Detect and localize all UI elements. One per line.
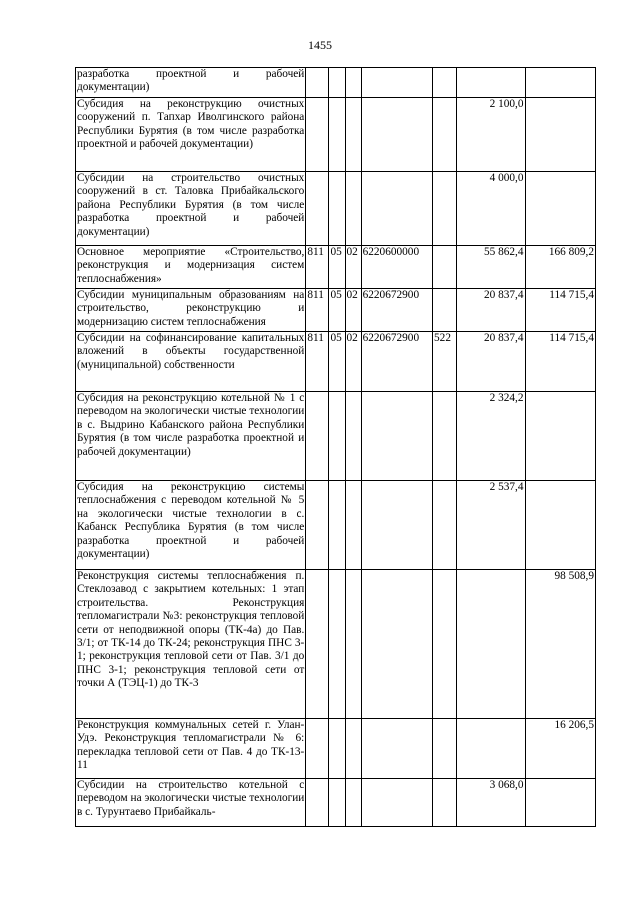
section-code (329, 481, 345, 570)
section-code (329, 392, 345, 481)
table-row (76, 779, 596, 827)
row-description: Субсидия на реконструкцию котельной № 1 с переводом на экологически чистые технологии в с. Выдрино Кабанского района Республики Бурятия (в том числе разработка проектной и рабочей документации) (76, 392, 306, 481)
amount-year-1: 3 068,0 (457, 779, 525, 827)
row-description: Реконструкция системы теплоснабжения п. Стеклозавод с закрытием котельных: 1 этап строительства. Реконструкция тепломагистрали №3: реконструкция тепловой сети от неподвижной опоры (ТК-4а) до Пав. 3/1; от ТК-14 до ТК-24; реконструкция ПНС 3-1; реконструкция тепловой сети от Пав. 3/1 до ПНС 3-1; реконструкция тепловой сети от точки А (ТЭЦ-1) до ТК-3 (76, 570, 306, 719)
subsection-code: 02 (345, 332, 361, 392)
expense-type-code (433, 719, 457, 779)
amount-year-1 (457, 570, 525, 719)
amount-year-2: 98 508,9 (525, 570, 595, 719)
amount-year-2 (525, 172, 595, 246)
amount-year-1: 4 000,0 (457, 172, 525, 246)
subsection-code (345, 719, 361, 779)
section-code: 05 (329, 246, 345, 289)
expense-type-code (433, 392, 457, 481)
subsection-code (345, 779, 361, 827)
table-row (76, 68, 596, 98)
expense-type-code (433, 68, 457, 98)
target-item-code: 6220672900 (361, 332, 432, 392)
expense-type-code (433, 98, 457, 172)
budget-table (75, 67, 596, 827)
expense-type-code (433, 779, 457, 827)
amount-year-1: 2 537,4 (457, 481, 525, 570)
section-code (329, 68, 345, 98)
target-item-code (361, 779, 432, 827)
expense-type-code: 522 (433, 332, 457, 392)
amount-year-2: 16 206,5 (525, 719, 595, 779)
row-description: Основное мероприятие «Строительство, реконструкция и модернизация систем теплоснабжения» (76, 246, 306, 289)
ministry-code (306, 570, 329, 719)
ministry-code (306, 172, 329, 246)
target-item-code: 6220600000 (361, 246, 432, 289)
ministry-code (306, 392, 329, 481)
subsection-code (345, 481, 361, 570)
ministry-code (306, 481, 329, 570)
ministry-code: 811 (306, 289, 329, 332)
section-code: 05 (329, 332, 345, 392)
table-row (76, 570, 596, 719)
section-code (329, 570, 345, 719)
subsection-code (345, 68, 361, 98)
target-item-code (361, 481, 432, 570)
ministry-code (306, 719, 329, 779)
row-description: разработка проектной и рабочей документации) (76, 68, 306, 98)
amount-year-2: 166 809,2 (525, 246, 595, 289)
subsection-code (345, 392, 361, 481)
amount-year-1: 20 837,4 (457, 332, 525, 392)
target-item-code (361, 98, 432, 172)
table-row (76, 481, 596, 570)
section-code (329, 172, 345, 246)
ministry-code (306, 779, 329, 827)
table-row (76, 172, 596, 246)
amount-year-1: 55 862,4 (457, 246, 525, 289)
target-item-code: 6220672900 (361, 289, 432, 332)
table-body (76, 68, 596, 827)
subsection-code (345, 570, 361, 719)
amount-year-1 (457, 68, 525, 98)
subsection-code (345, 98, 361, 172)
row-description: Субсидии на строительство очистных сооружений в ст. Таловка Прибайкальского района Республики Бурятия (в том числе разработка проектной и рабочей документации) (76, 172, 306, 246)
expense-type-code (433, 481, 457, 570)
expense-type-code (433, 289, 457, 332)
section-code: 05 (329, 289, 345, 332)
table-row (76, 98, 596, 172)
row-description: Субсидия на реконструкцию очистных сооружений п. Тапхар Иволгинского района Республики Бурятия (в том числе разработка проектной и рабочей документации) (76, 98, 306, 172)
ministry-code: 811 (306, 332, 329, 392)
row-description: Субсидии муниципальным образованиям на строительство, реконструкцию и модернизацию систем теплоснабжения (76, 289, 306, 332)
target-item-code (361, 172, 432, 246)
row-description: Реконструкция коммунальных сетей г. Улан-Удэ. Реконструкция тепломагистрали № 6: перекладка тепловой сети от Пав. 4 до ТК-13-11 (76, 719, 306, 779)
row-description: Субсидия на реконструкцию системы теплоснабжения с переводом котельной № 5 на экологически чистые технологии в с. Кабанск Республика Бурятия (в том числе разработка проектной и рабочей документации) (76, 481, 306, 570)
expense-type-code (433, 570, 457, 719)
expense-type-code (433, 246, 457, 289)
row-description: Субсидии на софинансирование капитальных вложений в объекты государственной (муниципальной) собственности (76, 332, 306, 392)
amount-year-1: 20 837,4 (457, 289, 525, 332)
section-code (329, 98, 345, 172)
amount-year-2 (525, 98, 595, 172)
expense-type-code (433, 172, 457, 246)
amount-year-2 (525, 779, 595, 827)
table-row (76, 719, 596, 779)
amount-year-2: 114 715,4 (525, 332, 595, 392)
page-number: 1455 (308, 38, 332, 52)
table-row (76, 392, 596, 481)
target-item-code (361, 68, 432, 98)
ministry-code (306, 98, 329, 172)
ministry-code: 811 (306, 246, 329, 289)
subsection-code: 02 (345, 246, 361, 289)
ministry-code (306, 68, 329, 98)
table-row (76, 289, 596, 332)
target-item-code (361, 392, 432, 481)
amount-year-2 (525, 481, 595, 570)
subsection-code: 02 (345, 289, 361, 332)
amount-year-2 (525, 68, 595, 98)
section-code (329, 779, 345, 827)
target-item-code (361, 570, 432, 719)
section-code (329, 719, 345, 779)
amount-year-2 (525, 392, 595, 481)
subsection-code (345, 172, 361, 246)
table-row (76, 246, 596, 289)
amount-year-1 (457, 719, 525, 779)
amount-year-1: 2 324,2 (457, 392, 525, 481)
table-row (76, 332, 596, 392)
row-description: Субсидии на строительство котельной с переводом на экологически чистые технологии в с. Турунтаево Прибайкаль- (76, 779, 306, 827)
amount-year-2: 114 715,4 (525, 289, 595, 332)
amount-year-1: 2 100,0 (457, 98, 525, 172)
target-item-code (361, 719, 432, 779)
